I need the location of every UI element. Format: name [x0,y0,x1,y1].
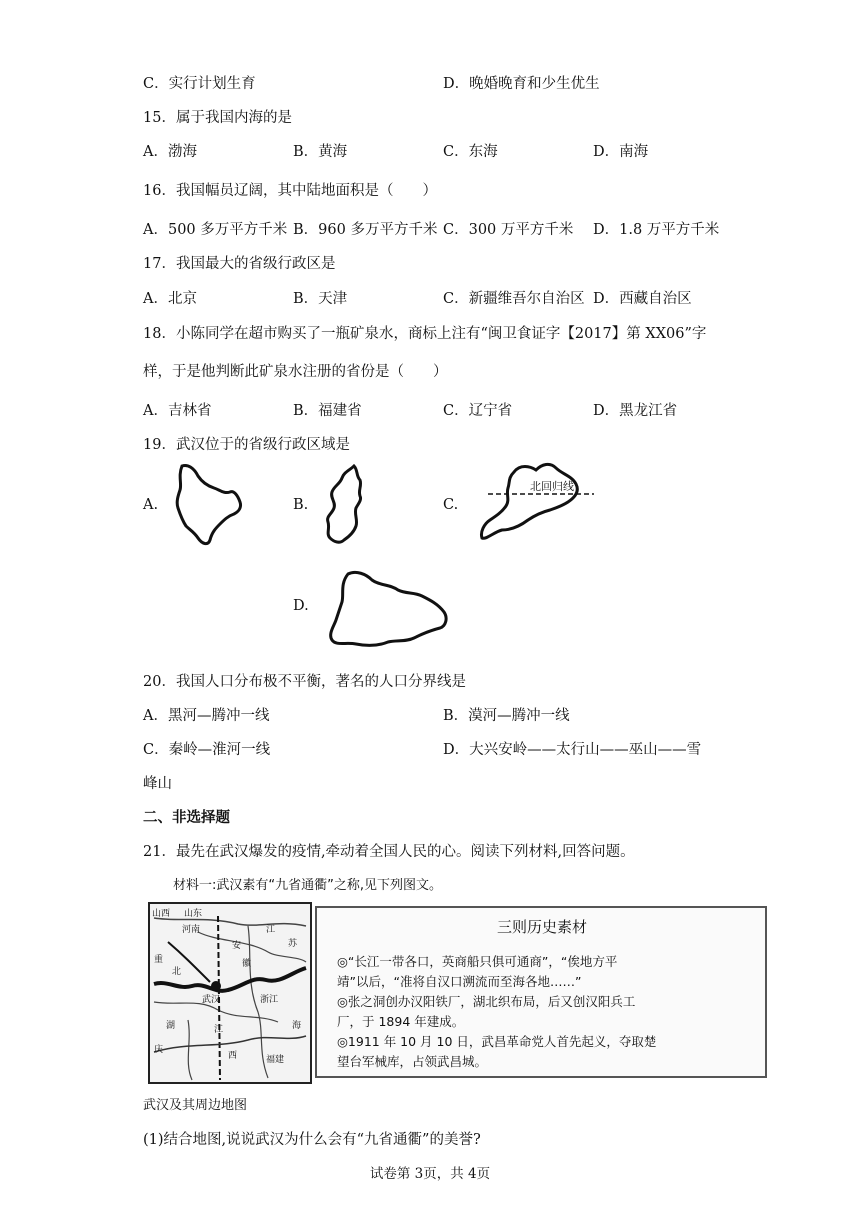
q19-stem: 19．武汉位于的省级行政区域是 [143,437,350,453]
q19-option-c-label: C. [443,497,459,513]
q20-option-d-line2: 峰山 [143,776,172,792]
q15-option-b: B．黄海 [293,144,348,160]
section-heading: 二、非选择题 [143,809,230,826]
q16-stem: 16．我国幅员辽阔，其中陆地面积是（ ） [143,183,437,199]
map-label-qing: 庆 [154,1045,164,1055]
q19-option-a-label: A. [143,497,159,513]
q16-option-a: A．500 多万平方千米 [143,222,288,238]
q16-option-d: D．1.8 万平方千米 [593,222,720,238]
q19-option-b-label: B. [293,497,309,513]
q14-option-d: D．晚婚晚育和少生优生 [443,76,600,92]
province-outline-a [168,462,248,550]
history-materials-box [315,906,767,1078]
q17-option-d: D．西藏自治区 [593,291,692,307]
map-label-chong: 重 [154,955,164,965]
q18-option-b: B．福建省 [293,403,362,419]
q15-stem: 15．属于我国内海的是 [143,110,292,126]
q19-option-d-label: D. [293,598,309,614]
q20-option-c: C．秦岭—淮河一线 [143,742,271,758]
map-label-hu: 湖 [166,1021,176,1031]
q21-stem: 21．最先在武汉爆发的疫情,牵动着全国人民的心。阅读下列材料,回答问题。 [143,844,635,860]
province-outline-b [320,462,370,548]
map-label-henan: 河南 [182,925,201,935]
q17-option-c: C．新疆维吾尔自治区 [443,291,585,307]
map-label-jiang1: 江 [266,925,276,935]
history-line-2: 靖”以后，“准将自汉口溯流而至海各地……” [337,974,582,989]
q16-option-b: B．960 多万平方千米 [293,222,438,238]
q18-stem-line1: 18．小陈同学在超市购买了一瓶矿泉水，商标上注有“闽卫食证字【2017】第 XX06”字 [143,326,707,342]
history-line-3: ◎张之洞创办汉阳铁厂，湖北织布局，后又创汉阳兵工 [337,994,636,1009]
map-label-shanxi: 山西 [152,909,171,919]
history-materials-title: 三则历史素材 [496,918,587,936]
map-label-hai: 海 [292,1021,302,1031]
wuhan-marker [211,981,221,991]
q20-option-b: B．漠河—腾冲一线 [443,708,570,724]
q21-material1: 材料一:武汉素有“九省通衢”之称,见下列图文。 [173,878,442,893]
history-line-6: 望台军械库，占领武昌城。 [337,1054,488,1069]
history-line-4: 厂，于 1894 年建成。 [337,1014,465,1029]
q15-option-d: D．南海 [593,144,649,160]
q20-option-d-line1: D．大兴安岭——太行山——巫山——雪 [443,742,702,758]
wuhan-region-map [148,902,312,1084]
map-label-wuhan: 武汉 [202,995,221,1005]
map-label-hui: 徽 [242,959,252,969]
page-footer: 试卷第 3页，共 4页 [369,1166,491,1182]
map-label-xi: 西 [228,1051,238,1061]
map-caption: 武汉及其周边地图 [143,1098,248,1113]
q16-option-c: C．300 万平方千米 [443,222,574,238]
q18-stem-line2: 样，于是他判断此矿泉水注册的省份是（ ） [143,364,448,380]
q15-option-a: A．渤海 [143,144,197,160]
q18-option-a: A．吉林省 [143,403,212,419]
map-label-su: 苏 [288,939,298,949]
province-outline-c [478,460,598,546]
history-line-5: ◎1911 年 10 月 10 日，武昌革命党人首先起义，夺取楚 [337,1034,657,1049]
q20-stem: 20．我国人口分布极不平衡，著名的人口分界线是 [143,674,466,690]
province-outline-d [326,568,450,650]
map-label-zhejiang: 浙江 [260,995,279,1005]
q15-option-c: C．东海 [443,144,498,160]
tropic-of-cancer-label: 北回归线 [530,480,574,493]
map-label-an: 安 [232,941,242,951]
q21-subquestion-1: (1)结合地图,说说武汉为什么会有“九省通衢”的美誉? [143,1132,481,1148]
history-line-1: ◎“长江一带各口，英商船只俱可通商”，“俟地方平 [337,954,618,969]
q20-option-a: A．黑河—腾冲一线 [143,708,270,724]
q17-option-b: B．天津 [293,291,348,307]
q17-stem: 17．我国最大的省级行政区是 [143,256,336,272]
q14-option-c: C．实行计划生育 [143,76,256,92]
map-label-jiang2: 江 [214,1025,224,1035]
q18-option-c: C．辽宁省 [443,403,513,419]
map-label-fujian: 福建 [266,1055,285,1065]
q18-option-d: D．黑龙江省 [593,403,678,419]
q17-option-a: A．北京 [143,291,197,307]
map-label-bei: 北 [172,967,182,977]
map-label-shandong: 山东 [184,909,203,919]
